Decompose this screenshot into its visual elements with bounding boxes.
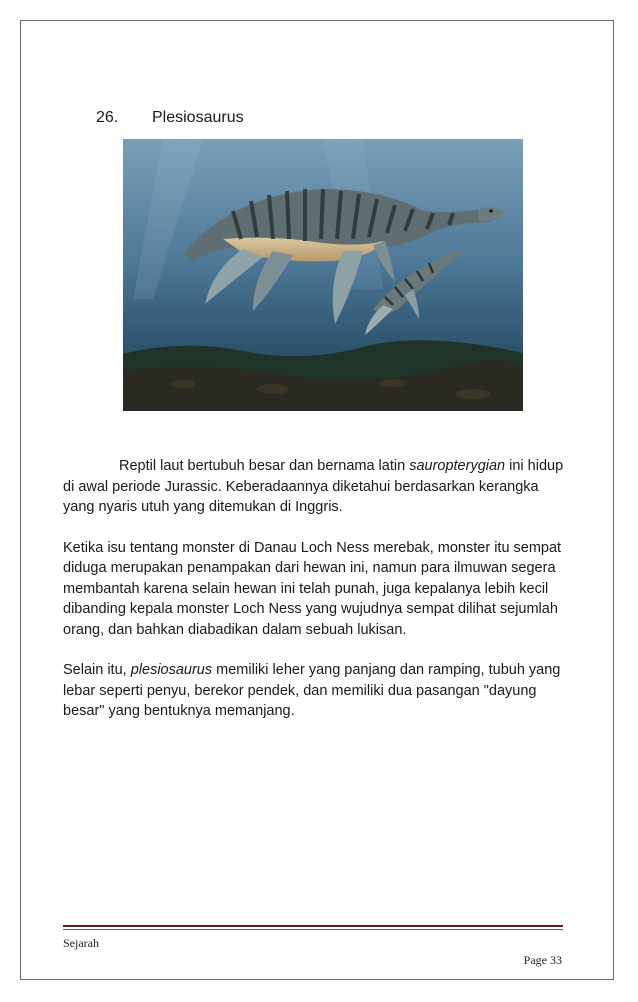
footer-subject: Sejarah: [63, 936, 99, 950]
latin-name: sauropterygian: [409, 458, 506, 474]
plesiosaurus-illustration: [123, 139, 523, 411]
paragraph-intro-text-1: Reptil laut bertubuh besar dan bernama latin: [119, 458, 410, 474]
paragraph-intro-text-2: ini hidup di awal periode Jurassic. Keberadaannya diketahui berdasarkan kerangka yang nyaris utuh yang ditemukan di Inggris.: [63, 458, 564, 515]
section-heading: [96, 109, 244, 127]
paragraph-anatomy-text-1: Selain itu,: [63, 662, 131, 678]
species-name: plesiosaurus: [130, 662, 213, 678]
paragraph-loch-ness: Ketika isu tentang monster di Danau Loch Ness merebak, monster itu sempat diduga merupakan penampakan dari hewan ini, namun para ilmuwan segera membantah karena selain hewan ini telah punah, juga kepalanya lebih kecil dibanding kepala monster Loch Ness yang wujudnya sempat dilihat sejumlah orang, dan bahkan diabadikan dalam sebuah lukisan.: [63, 539, 562, 638]
heading-title: Plesiosaurus: [152, 109, 244, 126]
article-body: [63, 456, 573, 742]
paragraph-intro: [63, 456, 573, 518]
footer-rule-thin: [63, 929, 563, 930]
footer-rule: [63, 925, 563, 927]
heading-number: 26.: [96, 109, 119, 126]
page-number: Page 33: [523, 953, 562, 967]
paragraph-anatomy: [63, 660, 573, 722]
paragraph-anatomy-text-2: memiliki leher yang panjang dan ramping, tubuh yang lebar seperti penyu, berekor pendek, dan memiliki dua pasangan "dayung besar" yang bentuknya memanjang.: [63, 662, 561, 719]
